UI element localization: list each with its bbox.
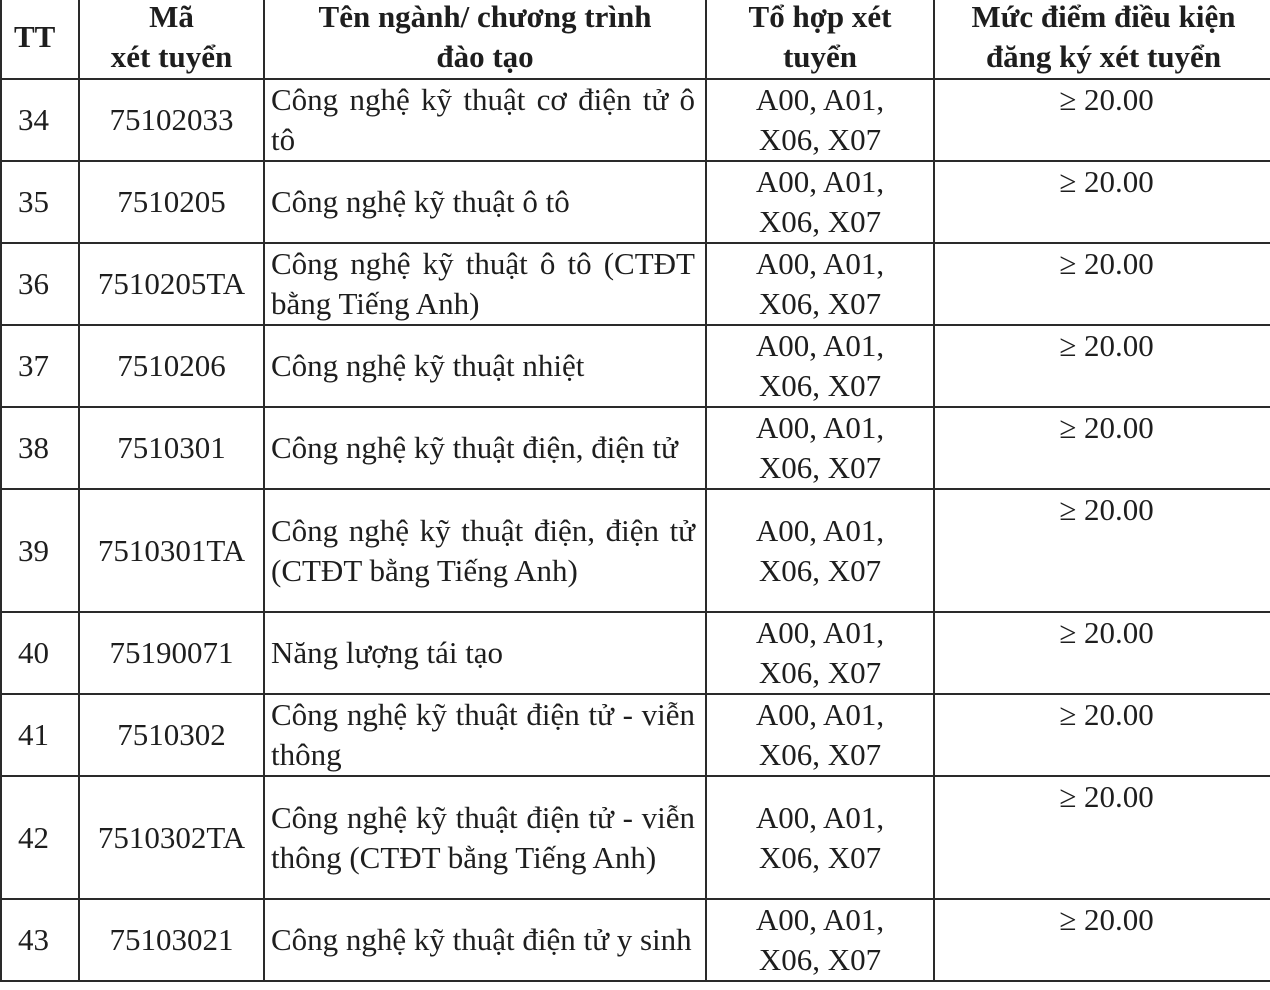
subject-combination-line: A00, A01,: [755, 82, 885, 117]
min-score: ≥ 20.00: [934, 161, 1270, 243]
header-score-line: Mức điểm điều kiện: [971, 0, 1236, 34]
subject-combination-line: A00, A01,: [755, 512, 885, 548]
header-score-line: đăng ký xét tuyển: [985, 39, 1222, 74]
subject-combination: [706, 776, 934, 899]
subject-combination-line: X06, X07: [758, 368, 882, 403]
min-score: ≥ 20.00: [934, 243, 1270, 325]
subject-combination-line: A00, A01,: [755, 615, 885, 650]
program-code: 7510302: [79, 694, 264, 776]
table-row: [1, 899, 1270, 981]
subject-combination-line: X06, X07: [758, 450, 882, 485]
subject-combination-line: X06, X07: [758, 942, 882, 977]
header-tt: TT: [1, 0, 79, 79]
subject-combination-line: X06, X07: [758, 655, 882, 690]
subject-combination-line: X06, X07: [758, 839, 882, 875]
header-name-line: Tên ngành/ chương trình: [318, 0, 652, 34]
header-code: [79, 0, 264, 79]
min-score: ≥ 20.00: [934, 776, 1270, 899]
program-code: 7510301TA: [79, 489, 264, 612]
subject-combination: [706, 694, 934, 776]
table-row: [1, 694, 1270, 776]
program-name: Năng lượng tái tạo: [264, 612, 706, 694]
program-name: Công nghệ kỹ thuật nhiệt: [264, 325, 706, 407]
program-name: Công nghệ kỹ thuật điện, điện tử: [264, 407, 706, 489]
program-name: Công nghệ kỹ thuật điện tử y sinh: [264, 899, 706, 981]
header-name: [264, 0, 706, 79]
subject-combination: [706, 243, 934, 325]
program-name: Công nghệ kỹ thuật điện tử - viễn thông: [264, 694, 706, 776]
subject-combination-line: A00, A01,: [755, 164, 885, 199]
table-row: [1, 161, 1270, 243]
min-score: ≥ 20.00: [934, 899, 1270, 981]
subject-combination-line: X06, X07: [758, 122, 882, 157]
subject-combination-line: A00, A01,: [755, 697, 885, 732]
header-combo-line: Tổ hợp xét: [748, 0, 892, 34]
header-combo: [706, 0, 934, 79]
row-number: 41: [1, 694, 79, 776]
min-score: ≥ 20.00: [934, 612, 1270, 694]
row-number: 42: [1, 776, 79, 899]
subject-combination-line: A00, A01,: [755, 328, 885, 363]
subject-combination-line: X06, X07: [758, 737, 882, 772]
header-score: [934, 0, 1270, 79]
subject-combination-line: A00, A01,: [755, 246, 885, 281]
subject-combination: [706, 325, 934, 407]
subject-combination: [706, 407, 934, 489]
subject-combination-line: A00, A01,: [755, 410, 885, 445]
program-code: 75102033: [79, 79, 264, 161]
header-name-line: đào tạo: [436, 39, 534, 74]
min-score: ≥ 20.00: [934, 489, 1270, 612]
program-name: Công nghệ kỹ thuật cơ điện tử ô tô: [264, 79, 706, 161]
subject-combination: [706, 612, 934, 694]
subject-combination-line: X06, X07: [758, 286, 882, 321]
header-code-line: Mã: [149, 0, 194, 34]
table-body: [1, 79, 1270, 981]
program-name: Công nghệ kỹ thuật điện, điện tử (CTĐT bằng Tiếng Anh): [264, 489, 706, 612]
table-row: [1, 325, 1270, 407]
subject-combination: [706, 161, 934, 243]
table-row: [1, 612, 1270, 694]
subject-combination-line: A00, A01,: [755, 799, 885, 835]
subject-combination-line: X06, X07: [758, 552, 882, 588]
row-number: 43: [1, 899, 79, 981]
table-row: [1, 407, 1270, 489]
subject-combination: [706, 489, 934, 612]
row-number: 40: [1, 612, 79, 694]
row-number: 34: [1, 79, 79, 161]
min-score: ≥ 20.00: [934, 325, 1270, 407]
table-row: [1, 776, 1270, 899]
header-combo-line: tuyển: [782, 39, 858, 74]
subject-combination-line: X06, X07: [758, 204, 882, 239]
program-code: 7510205: [79, 161, 264, 243]
row-number: 36: [1, 243, 79, 325]
subject-combination: [706, 899, 934, 981]
table-row: [1, 243, 1270, 325]
program-code: 7510302TA: [79, 776, 264, 899]
program-name: Công nghệ kỹ thuật điện tử - viễn thông (CTĐT bằng Tiếng Anh): [264, 776, 706, 899]
min-score: ≥ 20.00: [934, 694, 1270, 776]
subject-combination: [706, 79, 934, 161]
header-row: [1, 0, 1270, 79]
program-code: 75103021: [79, 899, 264, 981]
table-row: [1, 489, 1270, 612]
min-score: ≥ 20.00: [934, 407, 1270, 489]
program-code: 7510205TA: [79, 243, 264, 325]
min-score: ≥ 20.00: [934, 79, 1270, 161]
program-code: 7510301: [79, 407, 264, 489]
header-code-line: xét tuyển: [110, 39, 233, 74]
row-number: 37: [1, 325, 79, 407]
row-number: 38: [1, 407, 79, 489]
table-row: [1, 79, 1270, 161]
row-number: 39: [1, 489, 79, 612]
program-name: Công nghệ kỹ thuật ô tô (CTĐT bằng Tiếng Anh): [264, 243, 706, 325]
program-code: 75190071: [79, 612, 264, 694]
program-name: Công nghệ kỹ thuật ô tô: [264, 161, 706, 243]
subject-combination-line: A00, A01,: [755, 902, 885, 937]
program-code: 7510206: [79, 325, 264, 407]
row-number: 35: [1, 161, 79, 243]
